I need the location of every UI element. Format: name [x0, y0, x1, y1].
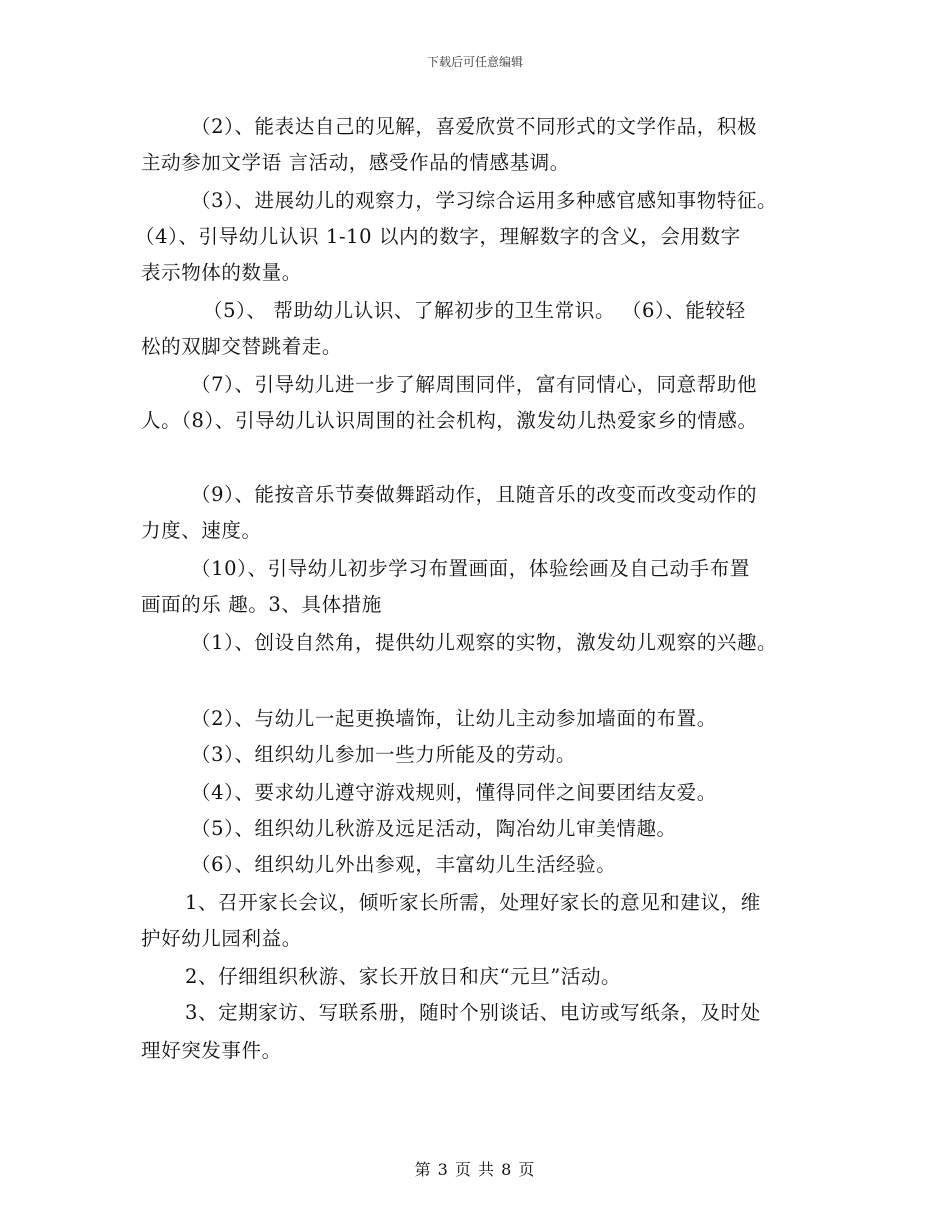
paragraph-line: （1）、创设自然角，提供幼儿观察的实物，激发幼儿观察的兴趣。: [191, 631, 778, 654]
paragraph-line: 护好幼儿园利益。: [141, 927, 302, 950]
paragraph-line: 画面的乐 趣。3、具体措施: [141, 593, 382, 616]
paragraph-line: （6）、组织幼儿外出参观，丰富幼儿生活经验。: [191, 853, 617, 876]
paragraph-line: （2）、与幼儿一起更换墙饰，让幼儿主动参加墙面的布置。: [191, 707, 717, 730]
paragraph-line: （5）、组织幼儿秋游及远足活动，陶冶幼儿审美情趣。: [191, 817, 677, 840]
paragraph-line: 表示物体的数量。: [141, 261, 302, 284]
paragraph-line: （10）、引导幼儿初步学习布置画面，体验绘画及自己动手布置: [191, 557, 750, 580]
paragraph-line: 力度、速度。: [141, 519, 262, 542]
paragraph-line: 2、仔细组织秋游、家长开放日和庆“元旦”活动。: [185, 965, 622, 988]
paragraph-line: 主动参加文学语 言活动，感受作品的情感基调。: [141, 151, 570, 174]
paragraph-line: （4）、引导幼儿认识 1-10 以内的数字，理解数字的含义，会用数字: [135, 225, 741, 248]
paragraph-line: 松的双脚交替跳着走。: [141, 335, 343, 358]
paragraph-line: （7）、引导幼儿进一步了解周围同伴，富有同情心，同意帮助他: [191, 373, 758, 396]
paragraph-line: （3）、进展幼儿的观察力，学习综合运用多种感官感知事物特征。: [191, 189, 778, 212]
paragraph-line: （2）、能表达自己的见解，喜爱欣赏不同形式的文学作品，积极: [191, 115, 758, 138]
paragraph-line: （5）、 帮助幼儿认识、了解初步的卫生常识。 （6）、能较轻: [203, 299, 746, 322]
paragraph-line: 理好突发事件。: [141, 1039, 282, 1062]
page-header: 下载后可任意编辑: [426, 55, 523, 69]
paragraph-line: 人。（8）、引导幼儿认识周围的社会机构，激发幼儿热爱家乡的情感。: [141, 409, 758, 432]
paragraph-line: 1、召开家长会议，倾听家长所需，处理好家长的意见和建议，维: [185, 891, 761, 914]
paragraph-line: 3、定期家访、写联系册，随时个别谈话、电访或写纸条，及时处: [185, 1001, 761, 1024]
page-number: 第 3 页 共 8 页: [414, 1160, 536, 1179]
paragraph-line: （4）、要求幼儿遵守游戏规则，懂得同伴之间要团结友爱。: [191, 781, 717, 804]
paragraph-line: （3）、组织幼儿参加一些力所能及的劳动。: [191, 743, 577, 766]
paragraph-line: （9）、能按音乐节奏做舞蹈动作，且随音乐的改变而改变动作的: [191, 483, 758, 506]
